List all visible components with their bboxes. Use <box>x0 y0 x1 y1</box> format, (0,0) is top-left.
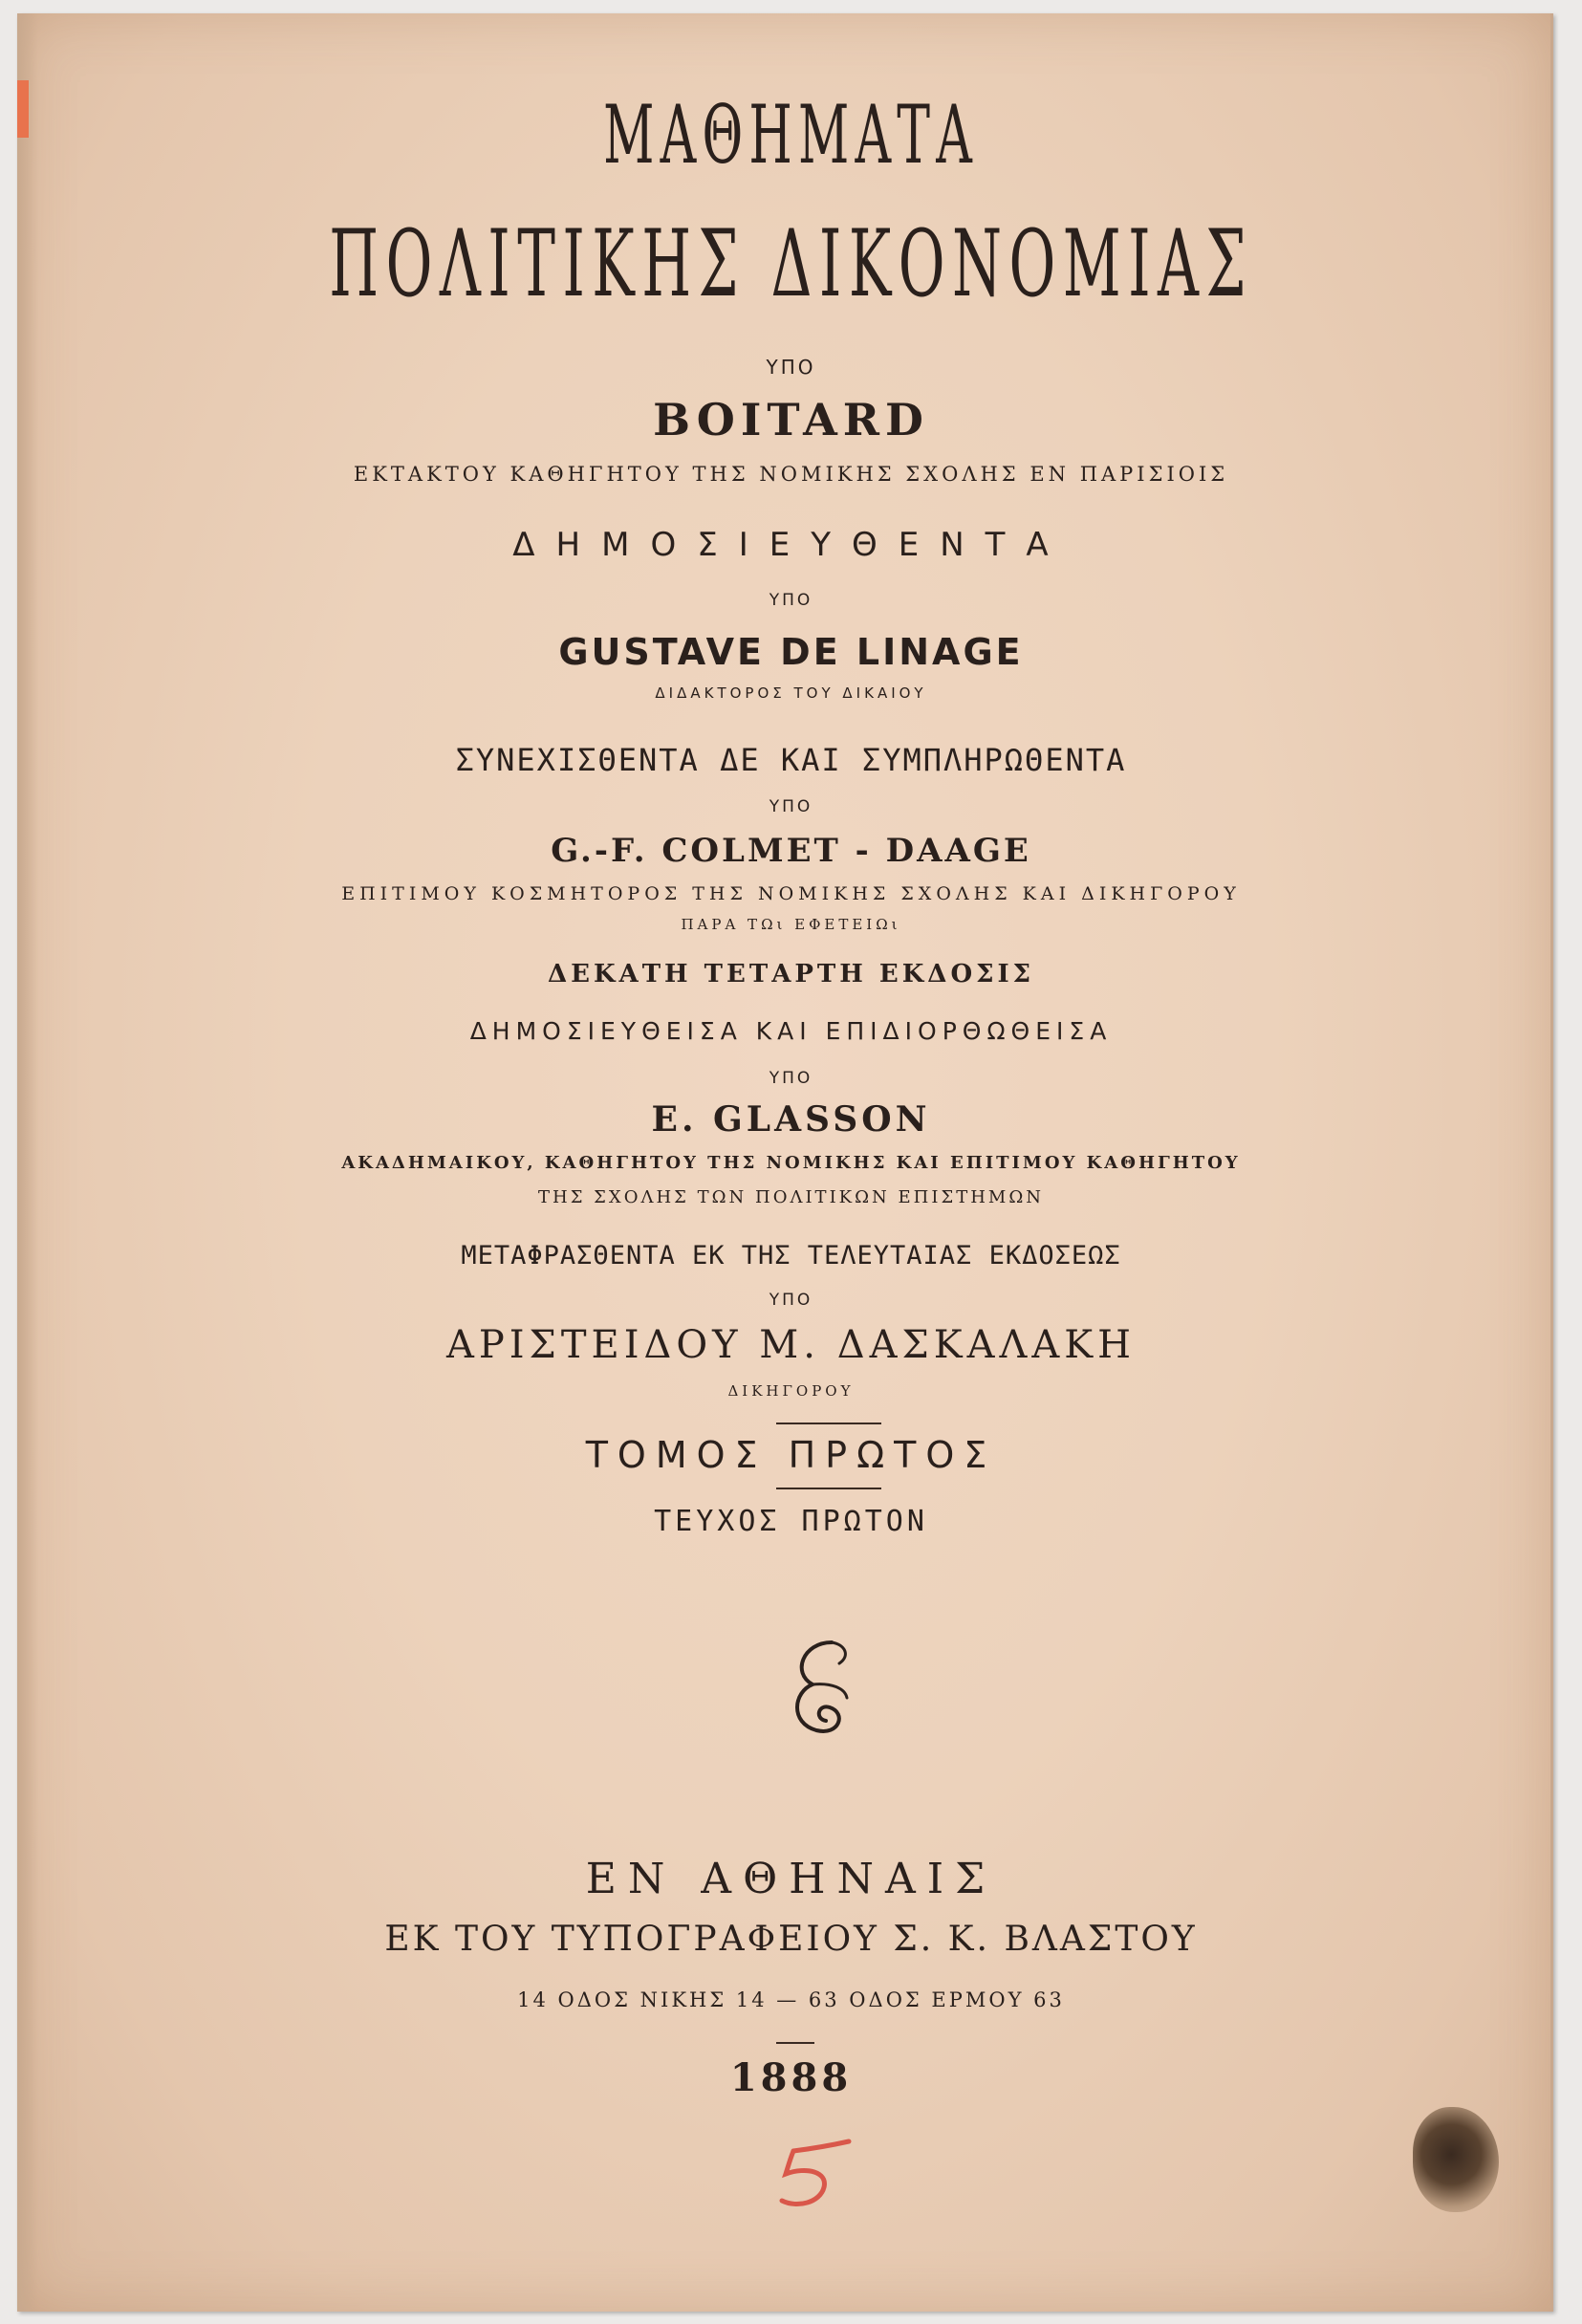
translated-label: ΜΕΤΑΦΡΑΣΘΕΝΤΑ ΕΚ ΤΗΣ ΤΕΛΕΥΤΑΙΑΣ ΕΚΔΟΣΕΩΣ <box>461 1241 1121 1271</box>
ink-stain <box>1413 2107 1499 2212</box>
author-de-linage: GUSTAVE DE LINAGE <box>558 631 1024 673</box>
edition-note: ΔΗΜΟΣΙΕΥΘΕΙΣΑ ΚΑΙ ΕΠΙΔΙΟΡΘΩΘΕΙΣΑ <box>469 1017 1113 1045</box>
title-line-1: ΜΑΘΗΜΑΤΑ <box>603 88 979 182</box>
by-label-3: ΥΠΟ <box>769 797 813 816</box>
by-label-1: ΥΠΟ <box>766 356 816 379</box>
by-label-4: ΥΠΟ <box>769 1069 813 1088</box>
author-glasson-role-1: ΑΚΑΔΗΜΑΙΚΟΥ, ΚΑΘΗΓΗΤΟΥ ΤΗΣ ΝΟΜΙΚΗΣ ΚΑΙ ΕΠΙΤΙΜΟΥ ΚΑΘΗΓΗΤΟΥ <box>341 1153 1241 1173</box>
author-boitard: BOITARD <box>653 394 929 445</box>
printer-label: ΕΚ ΤΟΥ ΤΥΠΟΓΡΑΦΕΙΟΥ Σ. Κ. ΒΛΑΣΤΟΥ <box>384 1920 1198 1959</box>
volume-label: ΤΟΜΟΣ ΠΡΩΤΟΣ <box>585 1434 997 1476</box>
by-label-5: ΥΠΟ <box>769 1291 813 1310</box>
place-label: ΕΝ ΑΘΗΝΑΙΣ <box>585 1855 997 1903</box>
by-label-2: ΥΠΟ <box>769 591 813 610</box>
author-boitard-role: ΕΚΤΑΚΤΟΥ ΚΑΘΗΓΗΤΟΥ ΤΗΣ ΝΟΜΙΚΗΣ ΣΧΟΛΗΣ ΕΝ ΠΑΡΙΣΙΟΙΣ <box>353 463 1229 486</box>
continued-label: ΣΥΝΕΧΙΣΘΕΝΤΑ ΔΕ ΚΑΙ ΣΥΜΠΛΗΡΩΘΕΝΤΑ <box>455 742 1127 778</box>
author-glasson-role-2: ΤΗΣ ΣΧΟΛΗΣ ΤΩΝ ΠΟΛΙΤΙΚΩΝ ΕΠΙΣΤΗΜΩΝ <box>538 1187 1044 1207</box>
handwritten-mark <box>765 2132 870 2218</box>
author-glasson: E. GLASSON <box>651 1099 931 1140</box>
author-colmet-daage: G.-F. COLMET - DAAGE <box>551 832 1031 870</box>
printer-address: 14 ΟΔΟΣ ΝΙΚΗΣ 14 — 63 ΟΔΟΣ ΕΡΜΟΥ 63 <box>517 1988 1065 2011</box>
translator-role: ΔΙΚΗΓΟΡΟΥ <box>727 1382 855 1400</box>
rule-above-volume <box>776 1423 881 1424</box>
edition-label: ΔΕΚΑΤΗ ΤΕΤΑΡΤΗ ΕΚΔΟΣΙΣ <box>547 960 1035 988</box>
rule-above-year <box>776 2042 814 2044</box>
published-label: ΔΗΜΟΣΙΕΥΘΕΝΤΑ <box>512 526 1070 564</box>
ornament-icon <box>784 1635 860 1759</box>
author-colmet-daage-role-1: ΕΠΙΤΙΜΟΥ ΚΟΣΜΗΤΟΡΟΣ ΤΗΣ ΝΟΜΙΚΗΣ ΣΧΟΛΗΣ ΚΑΙ ΔΙΚΗΓΟΡΟΥ <box>341 883 1241 904</box>
rule-below-volume <box>776 1488 881 1489</box>
author-colmet-daage-role-2: ΠΑΡΑ ΤΩι ΕΦΕΤΕΙΩι <box>681 916 901 933</box>
year: 1888 <box>729 2055 853 2100</box>
title-line-2: ΠΟΛΙΤΙΚΗΣ ΔΙΚΟΝΟΜΙΑΣ <box>329 210 1253 317</box>
issue-label: ΤΕΥΧΟΣ ΠΡΩΤΟΝ <box>654 1505 928 1538</box>
author-de-linage-role: ΔΙΔΑΚΤΟΡΟΣ ΤΟΥ ΔΙΚΑΙΟΥ <box>655 684 927 702</box>
translator-name: ΑΡΙΣΤΕΙΔΟΥ Μ. ΔΑΣΚΑΛΑΚΗ <box>445 1323 1137 1367</box>
